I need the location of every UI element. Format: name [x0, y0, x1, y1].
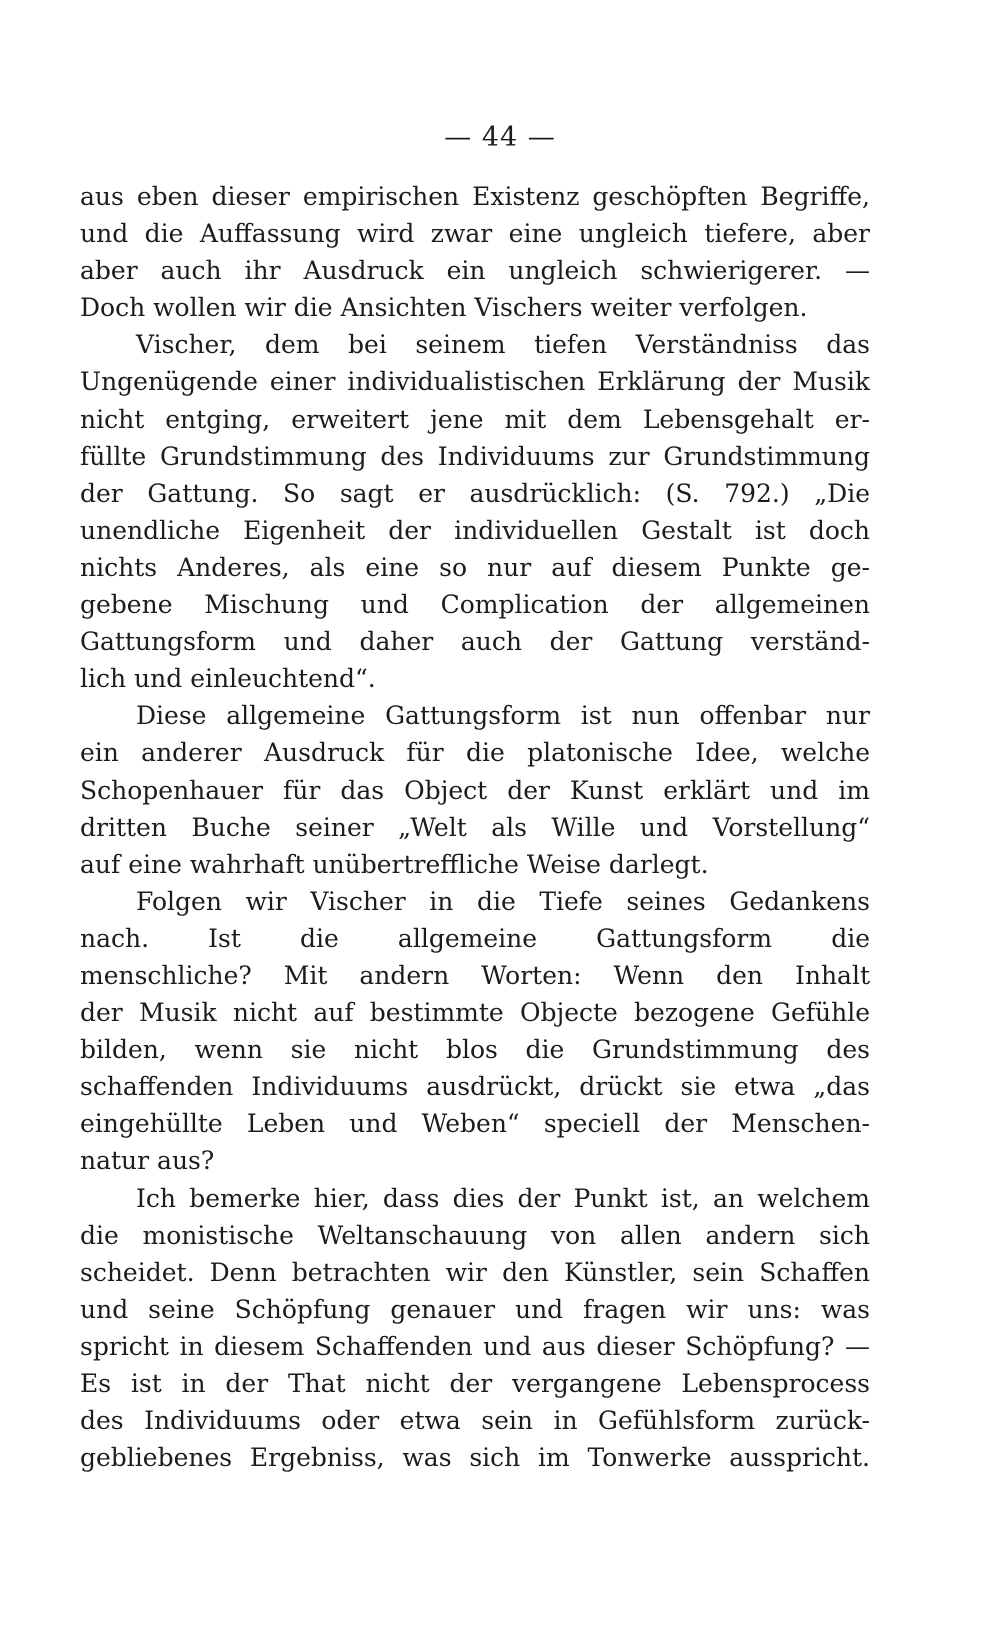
text-line: nach. Ist die allgemeine Gattungsform die — [80, 923, 870, 953]
text-line: dritten Buche seiner „Welt als Wille und Vorstellung“ — [80, 812, 870, 842]
text-line: scheidet. Denn betrachten wir den Künstler, sein Schaffen — [80, 1257, 870, 1287]
text-line: schaffenden Individuums ausdrückt, drückt sie etwa „das — [80, 1072, 870, 1102]
text-line: Schopenhauer für das Object der Kunst erklärt und im — [80, 775, 870, 805]
text-line: lich und einleuchtend“. — [80, 664, 376, 694]
body-text — [80, 178, 870, 1476]
text-line: nichts Anderes, als eine so nur auf diesem Punkte ge- — [80, 552, 870, 582]
text-line: unendliche Eigenheit der individuellen Gestalt ist doch — [80, 515, 870, 545]
text-line: füllte Grundstimmung des Individuums zur Grundstimmung — [80, 441, 870, 471]
text-line: gebene Mischung und Complication der allgemeinen — [80, 590, 870, 620]
text-line: Folgen wir Vischer in die Tiefe seines Gedankens — [136, 886, 870, 916]
text-line: der Gattung. So sagt er ausdrücklich: (S. 792.) „Die — [80, 478, 870, 508]
text-line: eingehüllte Leben und Weben“ speciell der Menschen- — [80, 1109, 870, 1139]
text-line: spricht in diesem Schaffenden und aus dieser Schöpfung? — — [80, 1331, 870, 1361]
text-line: und die Auffassung wird zwar eine ungleich tiefere, aber — [80, 219, 870, 249]
text-line: Ich bemerke hier, dass dies der Punkt ist, an welchem — [136, 1183, 870, 1213]
text-line: natur aus? — [80, 1146, 215, 1176]
text-line: Es ist in der That nicht der vergangene Lebensprocess — [80, 1369, 870, 1398]
text-line: Diese allgemeine Gattungsform ist nun offenbar nur — [136, 701, 870, 731]
text-line: Doch wollen wir die Ansichten Vischers weiter verfolgen. — [80, 293, 808, 323]
text-line: gebliebenes Ergebniss, was sich im Tonwerke ausspricht. — [80, 1443, 870, 1473]
text-line: bilden, wenn sie nicht blos die Grundstimmung des — [80, 1035, 870, 1065]
text-line: der Musik nicht auf bestimmte Objecte bezogene Gefühle — [80, 998, 870, 1028]
text-line: auf eine wahrhaft unübertreffliche Weise darlegt. — [80, 849, 709, 879]
text-line: und seine Schöpfung genauer und fragen wir uns: was — [80, 1294, 870, 1324]
text-line: aus eben dieser empirischen Existenz geschöpften Begriffe, — [80, 182, 870, 211]
text-line: Vischer, dem bei seinem tiefen Verständniss das — [136, 330, 870, 360]
text-line: menschliche? Mit andern Worten: Wenn den Inhalt — [80, 960, 870, 990]
text-line: ein anderer Ausdruck für die platonische Idee, welche — [80, 738, 870, 768]
text-line: Ungenügende einer individualistischen Erklärung der Musik — [80, 367, 870, 397]
text-line: aber auch ihr Ausdruck ein ungleich schwierigerer. — — [80, 256, 870, 286]
text-line: die monistische Weltanschauung von allen andern sich — [80, 1220, 870, 1250]
text-line: nicht entging, erweitert jene mit dem Lebensgehalt er- — [80, 404, 870, 434]
text-line: des Individuums oder etwa sein in Gefühlsform zurück- — [80, 1406, 870, 1436]
text-line: Gattungsform und daher auch der Gattung verständ- — [80, 627, 870, 657]
page-number: — 44 — — [444, 122, 556, 153]
